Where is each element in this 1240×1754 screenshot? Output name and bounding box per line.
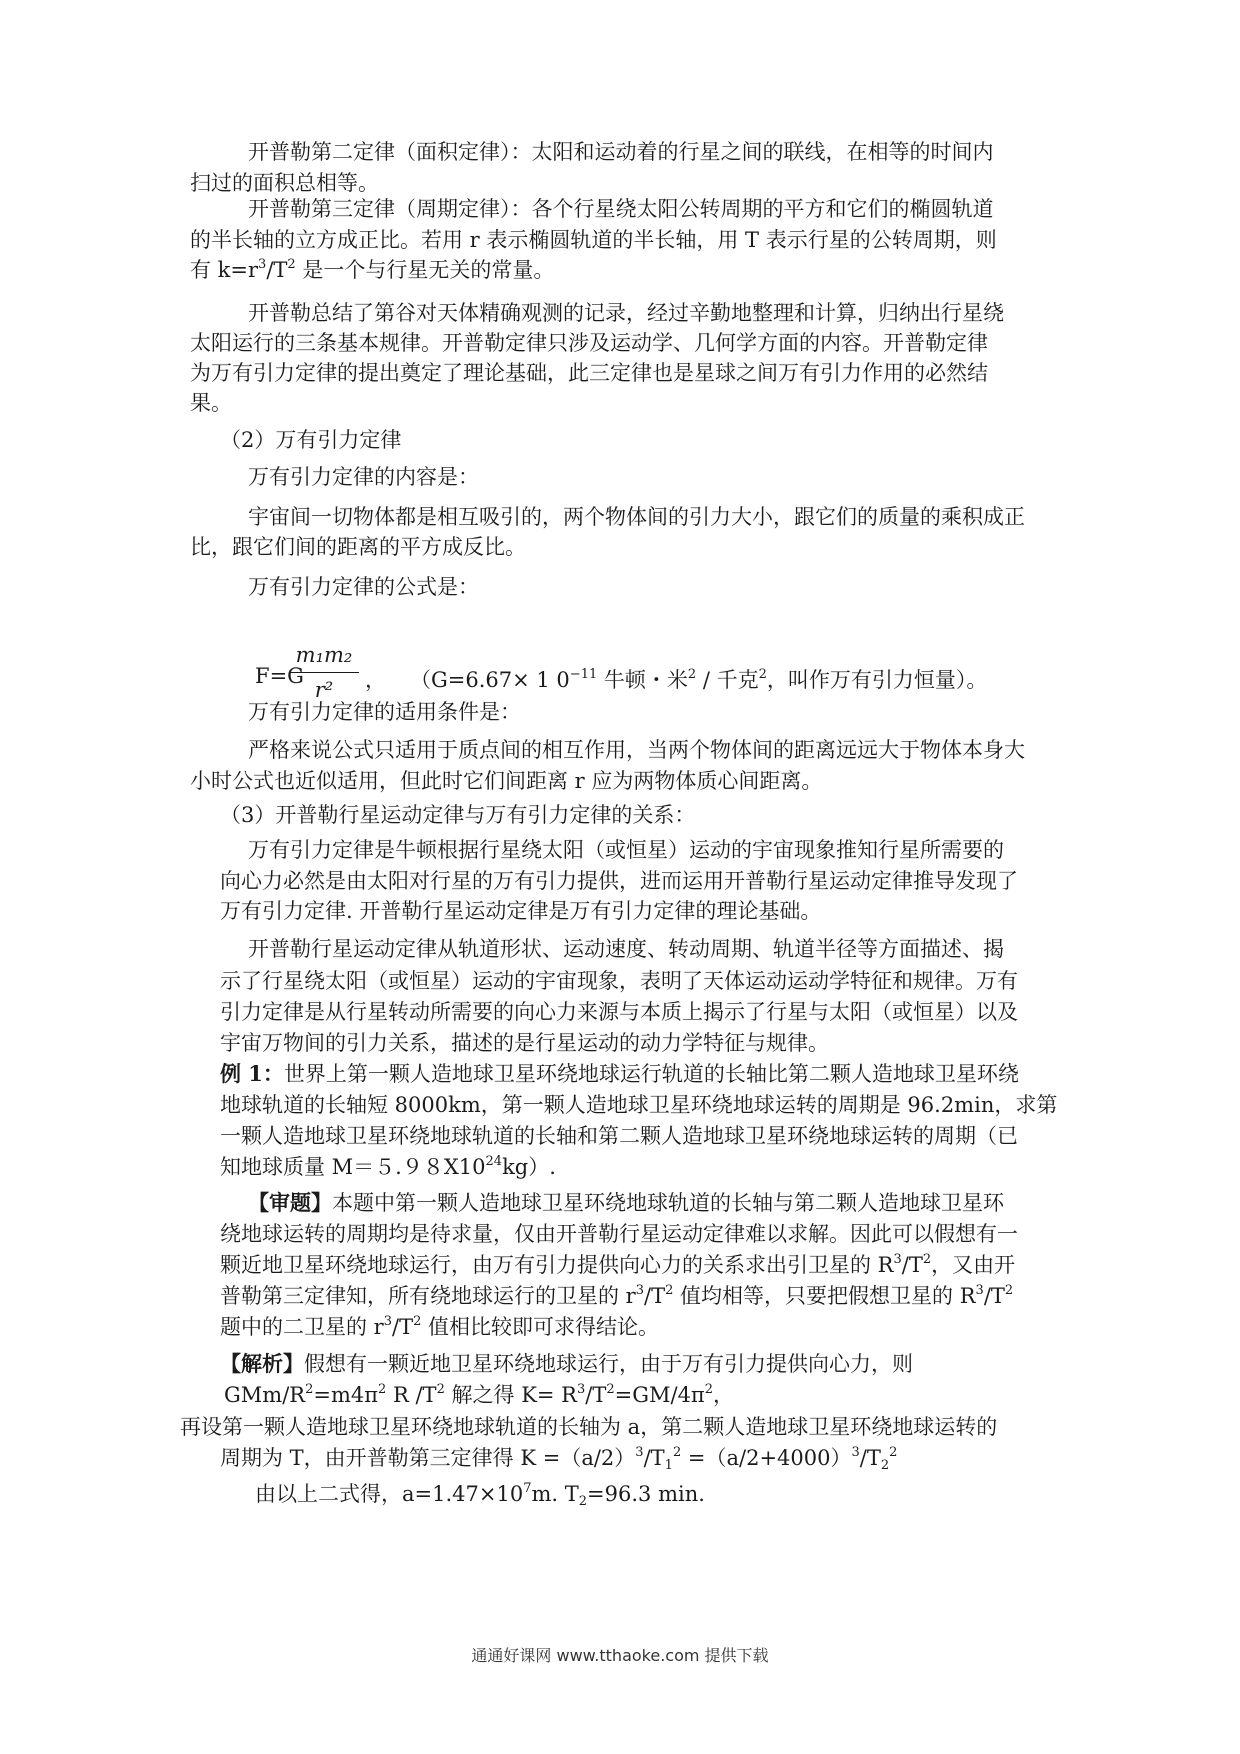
paragraph-line: 严格来说公式只适用于质点间的相互作用，当两个物体间的距离远远大于物体本身大 bbox=[248, 738, 1025, 762]
paragraph-line: 开普勒总结了第谷对天体精确观测的记录，经过辛勤地整理和计算，归纳出行星绕 bbox=[248, 301, 1004, 325]
section-heading: （2）万有引力定律 bbox=[220, 428, 402, 452]
paragraph-line: 一颗人造地球卫星环绕地球轨道的长轴和第二颗人造地球卫星环绕地球运转的周期（已 bbox=[220, 1124, 1018, 1148]
paragraph-line: 题中的二卫星的 $r^3/T^2$ 值相比较即可求得结论。 bbox=[220, 1314, 660, 1339]
formula-denominator: r² bbox=[314, 678, 334, 702]
paragraph-line: 知地球质量 $M=5.98X10^{24}kg$）. bbox=[220, 1154, 556, 1179]
formula-numerator: m₁m₂ bbox=[295, 643, 353, 667]
equation-line: 周期为 T，由开普勒第三定律得 $K =(a/2)^3/T_1^2 =(a/2+4000)^3/T_2^2$ bbox=[220, 1445, 898, 1473]
paragraph-line: 再设第一颗人造地球卫星环绕地球轨道的长轴为 a，第二颗人造地球卫星环绕地球运转的 bbox=[180, 1415, 998, 1439]
formula-fraction bbox=[289, 640, 359, 705]
paragraph-line: 地球轨道的长轴短 8000km，第一颗人造地球卫星环绕地球运转的周期是 96.2min，求第 bbox=[220, 1093, 1058, 1117]
solution-line: 【解析】假想有一颗近地卫星环绕地球运行，由于万有引力提供向心力，则 bbox=[220, 1351, 913, 1376]
page-footer: 通通好课网 www.tthaoke.com 提供下载 bbox=[471, 1646, 769, 1665]
section-heading: （3）开普勒行星运动定律与万有引力定律的关系： bbox=[220, 803, 696, 827]
paragraph-line: 向心力必然是由太阳对行星的万有引力提供，进而运用开普勒行星运动定律推导发现了 bbox=[220, 869, 1018, 893]
formula-comma: ， bbox=[365, 668, 386, 692]
paragraph-line: 宇宙间一切物体都是相互吸引的，两个物体间的引力大小，跟它们的质量的乘积成正 bbox=[248, 505, 1025, 529]
example-label: 例 1： bbox=[220, 1061, 284, 1086]
formula-prefix: F=G bbox=[255, 664, 304, 688]
equation-line: GMm/$R^2=m4\pi^2$ R $/T^2$ 解之得 $K= R^3/T^2=GM/4\pi^2$， bbox=[224, 1382, 735, 1407]
paragraph-line: 果。 bbox=[190, 391, 232, 415]
review-label: 【审题】 bbox=[248, 1190, 332, 1215]
paragraph-line: 比，跟它们间的距离的平方成反比。 bbox=[190, 535, 526, 559]
paragraph-line: 的半长轴的立方成正比。若用 r 表示椭圆轨道的半长轴，用 T 表示行星的公转周期，则 bbox=[190, 228, 997, 252]
gravitational-constant-note: （G=6.67× 1 $0^{-11}$ 牛顿・米$^2$ / 千克$^2$，叫作万有引力恒量）。 bbox=[410, 667, 988, 692]
paragraph-line: 绕地球运转的周期均是待求量，仅由开普勒行星运动定律难以求解。因此可以假想有一 bbox=[220, 1222, 1018, 1246]
paragraph-line: 开普勒行星运动定律从轨道形状、运动速度、转动周期、轨道半径等方面描述、揭 bbox=[248, 937, 1004, 961]
paragraph-line: 开普勒第三定律（周期定律）：各个行星绕太阳公转周期的平方和它们的椭圆轨道 bbox=[248, 197, 994, 221]
paragraph-line: 开普勒第二定律（面积定律）：太阳和运动着的行星之间的联线，在相等的时间内 bbox=[248, 140, 994, 164]
solution-label: 【解析】 bbox=[220, 1351, 304, 1376]
paragraph-line: 有 $k=r^3/T^2$ 是一个与行星无关的常量。 bbox=[190, 257, 555, 282]
paragraph-line: 万有引力定律是牛顿根据行星绕太阳（或恒星）运动的宇宙现象推知行星所需要的 bbox=[248, 838, 1004, 862]
paragraph-line: 万有引力定律. 开普勒行星运动定律是万有引力定律的理论基础。 bbox=[220, 899, 822, 923]
paragraph-line: 太阳运行的三条基本规律。开普勒定律只涉及运动学、几何学方面的内容。开普勒定律 bbox=[190, 331, 988, 355]
paragraph-line: 万有引力定律的适用条件是： bbox=[248, 700, 521, 724]
result-line: 由以上二式得，$a=1.47\times 10^7m$. $T_2=96.3$ min. bbox=[255, 1481, 705, 1509]
paragraph-line: 宇宙万物间的引力关系，描述的是行星运动的动力学特征与规律。 bbox=[220, 1031, 829, 1055]
paragraph-line: 万有引力定律的内容是： bbox=[248, 465, 479, 489]
paragraph-line: 扫过的面积总相等。 bbox=[190, 171, 379, 195]
paragraph-line: 示了行星绕太阳（或恒星）运动的宇宙现象，表明了天体运动运动学特征和规律。万有 bbox=[220, 969, 1018, 993]
paragraph-line: 引力定律是从行星转动所需要的向心力来源与本质上揭示了行星与太阳（或恒星）以及 bbox=[220, 1000, 1018, 1024]
paragraph-line: 万有引力定律的公式是： bbox=[248, 575, 479, 599]
analysis-line: 【审题】本题中第一颗人造地球卫星环绕地球轨道的长轴与第二颗人造地球卫星环 bbox=[248, 1190, 1004, 1215]
paragraph-line: 颗近地卫星环绕地球运行，由万有引力提供向心力的关系求出引卫星的 $R^3/T^2$，又由开 bbox=[220, 1252, 1016, 1277]
paragraph-line: 小时公式也近似适用，但此时它们间距离 r 应为两物体质心间距离。 bbox=[190, 769, 823, 793]
paragraph-line: 普勒第三定律知，所有绕地球运行的卫星的 $r^3/T^2$ 值均相等，只要把假想卫星的 $R^3/T^2$ bbox=[220, 1283, 1014, 1308]
fraction-bar bbox=[289, 672, 359, 673]
paragraph-line: 为万有引力定律的提出奠定了理论基础，此三定律也是星球之间万有引力作用的必然结 bbox=[190, 361, 988, 385]
example-line: 例 1：世界上第一颗人造地球卫星环绕地球运行轨道的长轴比第二颗人造地球卫星环绕 bbox=[220, 1061, 1019, 1086]
